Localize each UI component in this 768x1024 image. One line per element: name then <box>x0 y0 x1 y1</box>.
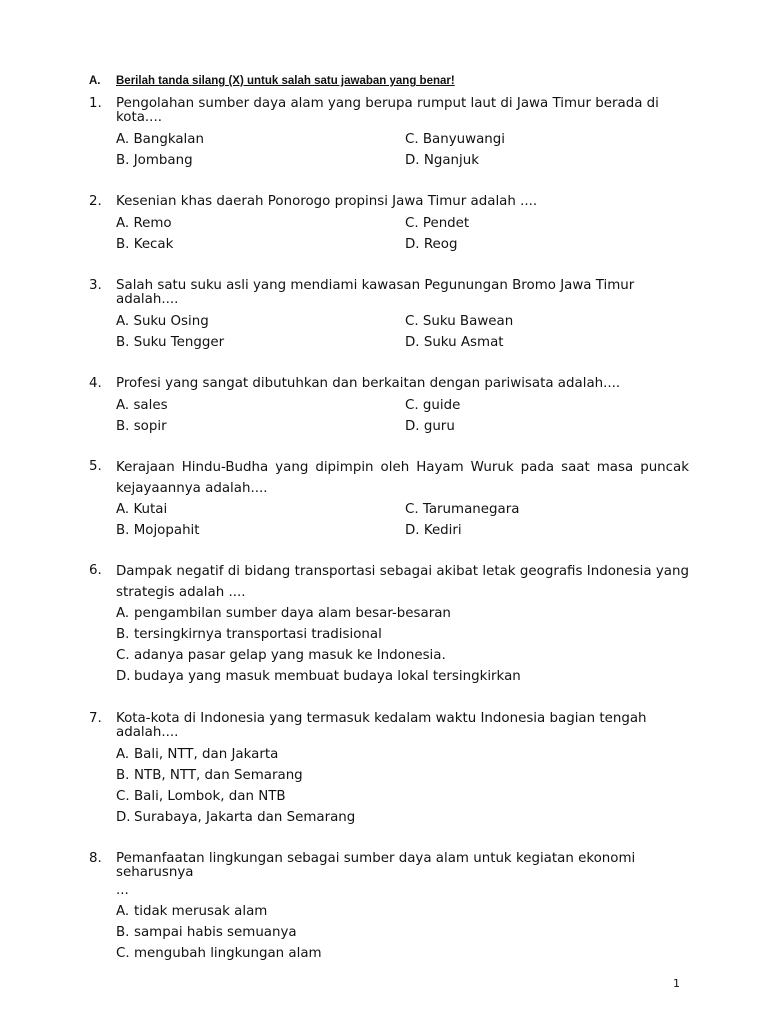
option-c[interactable]: C. Banyuwangi <box>405 132 506 147</box>
question-6 <box>89 561 689 687</box>
option-a[interactable]: A. pengambilan sumber daya alam besar-besaran <box>116 606 451 621</box>
answer-options <box>116 880 689 964</box>
option-c[interactable]: C. adanya pasar gelap yang masuk ke Indonesia. <box>116 648 446 663</box>
page-number: 1 <box>673 977 680 990</box>
section-heading <box>89 75 455 87</box>
option-b[interactable]: B. NTB, NTT, dan Semarang <box>116 768 303 783</box>
question-text: Profesi yang sangat dibutuhkan dan berkaitan dengan pariwisata adalah.... <box>116 376 621 391</box>
question-number: 6. <box>89 563 102 578</box>
option-b[interactable]: B. Jombang <box>116 153 193 168</box>
question-number: 8. <box>89 851 102 866</box>
answer-options <box>116 129 689 171</box>
section-letter: A. <box>89 75 101 87</box>
question-number: 5. <box>89 459 102 474</box>
option-a[interactable]: A. Kutai <box>116 502 168 517</box>
question-5 <box>89 457 689 541</box>
question-1 <box>89 97 689 171</box>
option-b[interactable]: B. Mojopahit <box>116 523 200 538</box>
option-c[interactable]: C. Tarumanegara <box>405 502 520 517</box>
question-number: 1. <box>89 96 102 111</box>
question-number: 7. <box>89 711 102 726</box>
question-text: Salah satu suku asli yang mendiami kawasan Pegunungan Bromo Jawa Timur adalah.... <box>116 278 635 307</box>
option-a[interactable]: A. Bali, NTT, dan Jakarta <box>116 747 279 762</box>
question-3 <box>89 279 689 353</box>
question-text-continuation: ... <box>116 883 129 898</box>
option-c[interactable]: C. Suku Bawean <box>405 314 514 329</box>
option-a[interactable]: A. Remo <box>116 216 172 231</box>
answer-options <box>116 213 689 255</box>
option-b[interactable]: B. sampai habis semuanya <box>116 925 297 940</box>
option-c[interactable]: C. mengubah lingkungan alam <box>116 946 322 961</box>
option-b[interactable]: B. Kecak <box>116 237 174 252</box>
option-a[interactable]: A. sales <box>116 398 168 413</box>
option-c[interactable]: C. Bali, Lombok, dan NTB <box>116 789 286 804</box>
question-8 <box>89 852 689 964</box>
option-c[interactable]: C. guide <box>405 398 461 413</box>
question-text: Kota-kota di Indonesia yang termasuk kedalam waktu Indonesia bagian tengah adalah.... <box>116 711 647 740</box>
option-a[interactable]: A. tidak merusak alam <box>116 904 268 919</box>
answer-options <box>116 744 689 828</box>
option-c[interactable]: C. Pendet <box>405 216 470 231</box>
option-b[interactable]: B. sopir <box>116 419 167 434</box>
option-d[interactable]: D. Nganjuk <box>405 153 479 168</box>
question-text: Kerajaan Hindu-Budha yang dipimpin oleh Hayam Wuruk pada saat masa puncak kejayaannya adalah.... <box>116 460 689 496</box>
option-d[interactable]: D. guru <box>405 419 455 434</box>
section-instruction: Berilah tanda silang (X) untuk salah satu jawaban yang benar! <box>116 75 455 87</box>
question-text: Kesenian khas daerah Ponorogo propinsi Jawa Timur adalah .... <box>116 194 538 209</box>
answer-options <box>116 311 689 353</box>
question-number: 3. <box>89 278 102 293</box>
question-2 <box>89 195 689 255</box>
option-a[interactable]: A. Bangkalan <box>116 132 204 147</box>
question-number: 2. <box>89 194 102 209</box>
question-text: Pengolahan sumber daya alam yang berupa rumput laut di Jawa Timur berada di kota.... <box>116 96 659 125</box>
answer-options <box>116 499 689 541</box>
option-d[interactable]: D. Suku Asmat <box>405 335 504 350</box>
answer-options <box>116 395 689 437</box>
question-text: Dampak negatif di bidang transportasi sebagai akibat letak geografis Indonesia yang strategis adalah .... <box>116 564 689 600</box>
option-b[interactable]: B. Suku Tengger <box>116 335 225 350</box>
option-d[interactable]: D. Reog <box>405 237 458 252</box>
question-text: Pemanfaatan lingkungan sebagai sumber daya alam untuk kegiatan ekonomi seharusnya <box>116 851 636 880</box>
option-d[interactable]: D. Surabaya, Jakarta dan Semarang <box>116 810 356 825</box>
question-4 <box>89 377 689 437</box>
option-b[interactable]: B. tersingkirnya transportasi tradisional <box>116 627 382 642</box>
option-a[interactable]: A. Suku Osing <box>116 314 209 329</box>
option-d[interactable]: D. Kediri <box>405 523 462 538</box>
answer-options <box>116 603 689 687</box>
question-7 <box>89 712 689 828</box>
question-number: 4. <box>89 376 102 391</box>
option-d[interactable]: D. budaya yang masuk membuat budaya lokal tersingkirkan <box>116 669 521 684</box>
